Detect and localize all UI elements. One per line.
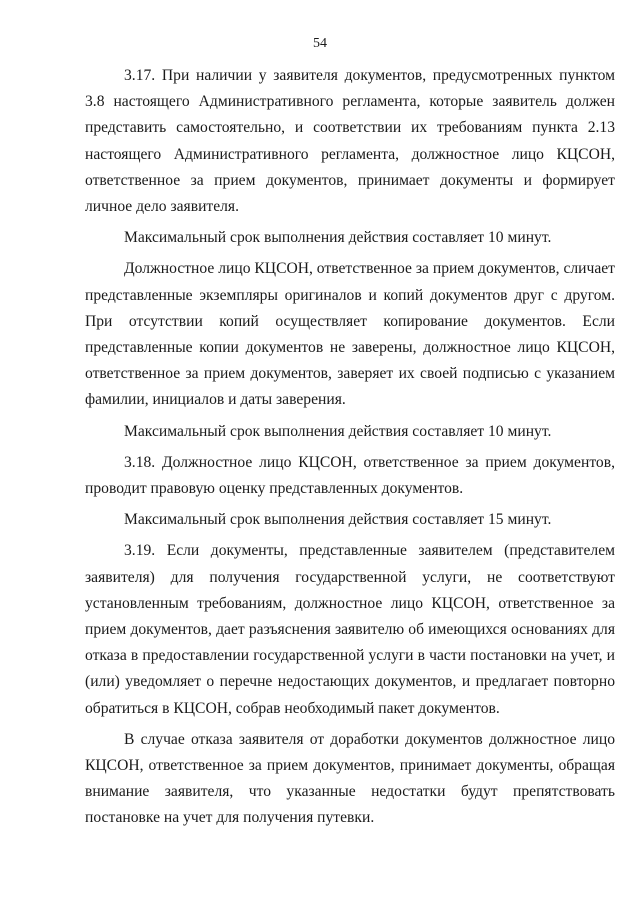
document-body bbox=[85, 63, 615, 837]
paragraph-3-19: 3.19. Если документы, представленные заявителем (представителем заявителя) для получения государственной услуги, не соответствуют установленным требованиям, должностное лицо КЦСОН, ответственное за прием документов, дает разъяснения заявителю об имеющихся основаниях для отказа в предоставлении государственной услуги в части постановки на учет, и (или) уведомляет о перечне недостающих документов, и предлагает повторно обратиться в КЦСОН, собрав необходимый пакет документов. bbox=[85, 542, 615, 717]
paragraph-refusal: В случае отказа заявителя от доработки документов должностное лицо КЦСОН, ответственное за прием документов, принимает документы, обращая внимание заявителя, что указанные недостатки будут препятствовать постановке на учет для получения путевки. bbox=[85, 730, 615, 827]
paragraph-max-time-3: Максимальный срок выполнения действия составляет 15 минут. bbox=[124, 511, 552, 529]
paragraph-3-17: 3.17. При наличии у заявителя документов, предусмотренных пунктом 3.8 настоящего Административного регламента, которые заявитель должен представить самостоятельно, и соответствии их требованиям пункта 2.13 настоящего Административного регламента, должностное лицо КЦСОН, ответственное за прием документов, принимает документы и формирует личное дело заявителя. bbox=[85, 67, 615, 216]
paragraph-max-time-2: Максимальный срок выполнения действия составляет 10 минут. bbox=[124, 422, 552, 440]
paragraph-max-time-1: Максимальный срок выполнения действия составляет 10 минут. bbox=[124, 229, 552, 247]
paragraph-verify-copies: Должностное лицо КЦСОН, ответственное за прием документов, сличает представленные экземпляры оригиналов и копий документов друг с другом. При отсутствии копий осуществляет копирование документов. Если представленные копии документов не заверены, должностное лицо КЦСОН, ответственное за прием документов, заверяет их своей подписью с указанием фамилии, инициалов и даты заверения. bbox=[85, 260, 615, 409]
paragraph-3-18: 3.18. Должностное лицо КЦСОН, ответственное за прием документов, проводит правовую оценку представленных документов. bbox=[85, 453, 615, 498]
page-number: 54 bbox=[313, 36, 327, 51]
